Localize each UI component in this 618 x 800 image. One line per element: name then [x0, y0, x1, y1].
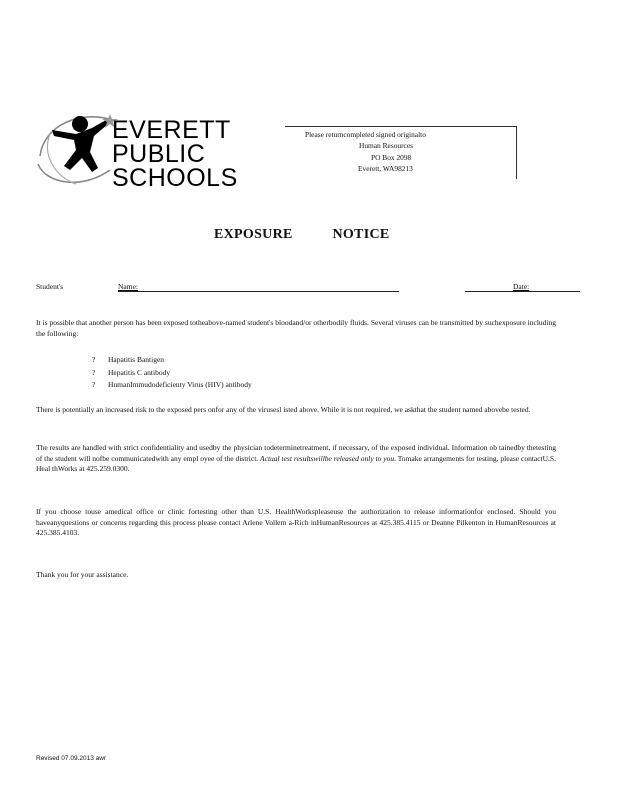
list-item: [92, 367, 252, 380]
return-address-box: [285, 126, 517, 179]
list-item: [92, 354, 252, 367]
logo-line-2: PUBLIC: [112, 140, 206, 168]
virus-list: [92, 354, 252, 392]
results-italic-text: Actual test resultswillbe released only to you: [260, 453, 395, 463]
student-label: Student's: [36, 282, 64, 291]
paragraph-risk: There is potentially an increased risk to the exposed pers onfor any of the virusesl isted above. While it is not required, we askthat the student named abovebe tested.: [36, 405, 531, 414]
logo-line-3: SCHOOLS: [112, 164, 238, 192]
paragraph-thanks: Thank you for your assistance.: [36, 570, 129, 579]
bullet-glyph: ?: [92, 367, 96, 377]
return-po-box: PO Box 2098: [371, 153, 412, 162]
name-label: Name:: [118, 282, 138, 291]
list-item: [92, 379, 252, 392]
return-city: Everett, WA98213: [358, 164, 413, 173]
list-item-text: Hepatitis C antibody: [108, 367, 171, 377]
list-item-text: HumanImmudodeficienty Virus (HIV) antibody: [108, 380, 252, 389]
list-item-text: Hapatitis Bantigen: [108, 355, 165, 364]
logo-wordmark: [112, 118, 238, 190]
revision-note: Revised 07.09.2013 awr: [36, 755, 107, 762]
bullet-glyph: ?: [92, 355, 96, 364]
date-field[interactable]: [465, 291, 580, 292]
title-exposure: EXPOSURE: [214, 227, 293, 242]
results-contact-text: . Tomake arrangements for testing, please contactU.S. Heal thWorks at 425.259.0300.: [36, 453, 556, 473]
return-department: Human Resources: [359, 141, 413, 150]
title-notice: NOTICE: [332, 227, 390, 242]
name-field[interactable]: [118, 291, 399, 292]
bullet-glyph: ?: [92, 380, 96, 389]
logo-line-1: EVERETT: [112, 116, 231, 144]
results-text: The results are handled with strict confidentiality and usedby the physician todeterminetreatment, if necessary, of the exposed individual. Information ob tainedby thetesting of the student will nofbe communicatedwith any empl oyee of the district.: [36, 443, 556, 463]
paragraph-other-clinic: If you choose touse amedical office or clinic fortesting other than U.S. HealthWorkspleaseuse the authorization to release informationfor enclosed. Should you haveanyquestions or concerns regarding this process please contact Arlene Vollem a-Rich inHumanResources at 425.385.4115 or Deanne Pilkenton in HumanResources at 425.385.4103.: [36, 507, 556, 537]
date-label: Date:: [513, 282, 530, 291]
paragraph-results: [36, 443, 556, 475]
paragraph-intro: It is possible that another person has been exposed totheabove-named student's bloodand/or otherbodily fluids. Several viruses can be transmitted by suchexposure including the following:: [36, 318, 556, 338]
return-instruction: Please returncompleted signed originalto: [305, 130, 426, 139]
page-title: [214, 227, 390, 243]
